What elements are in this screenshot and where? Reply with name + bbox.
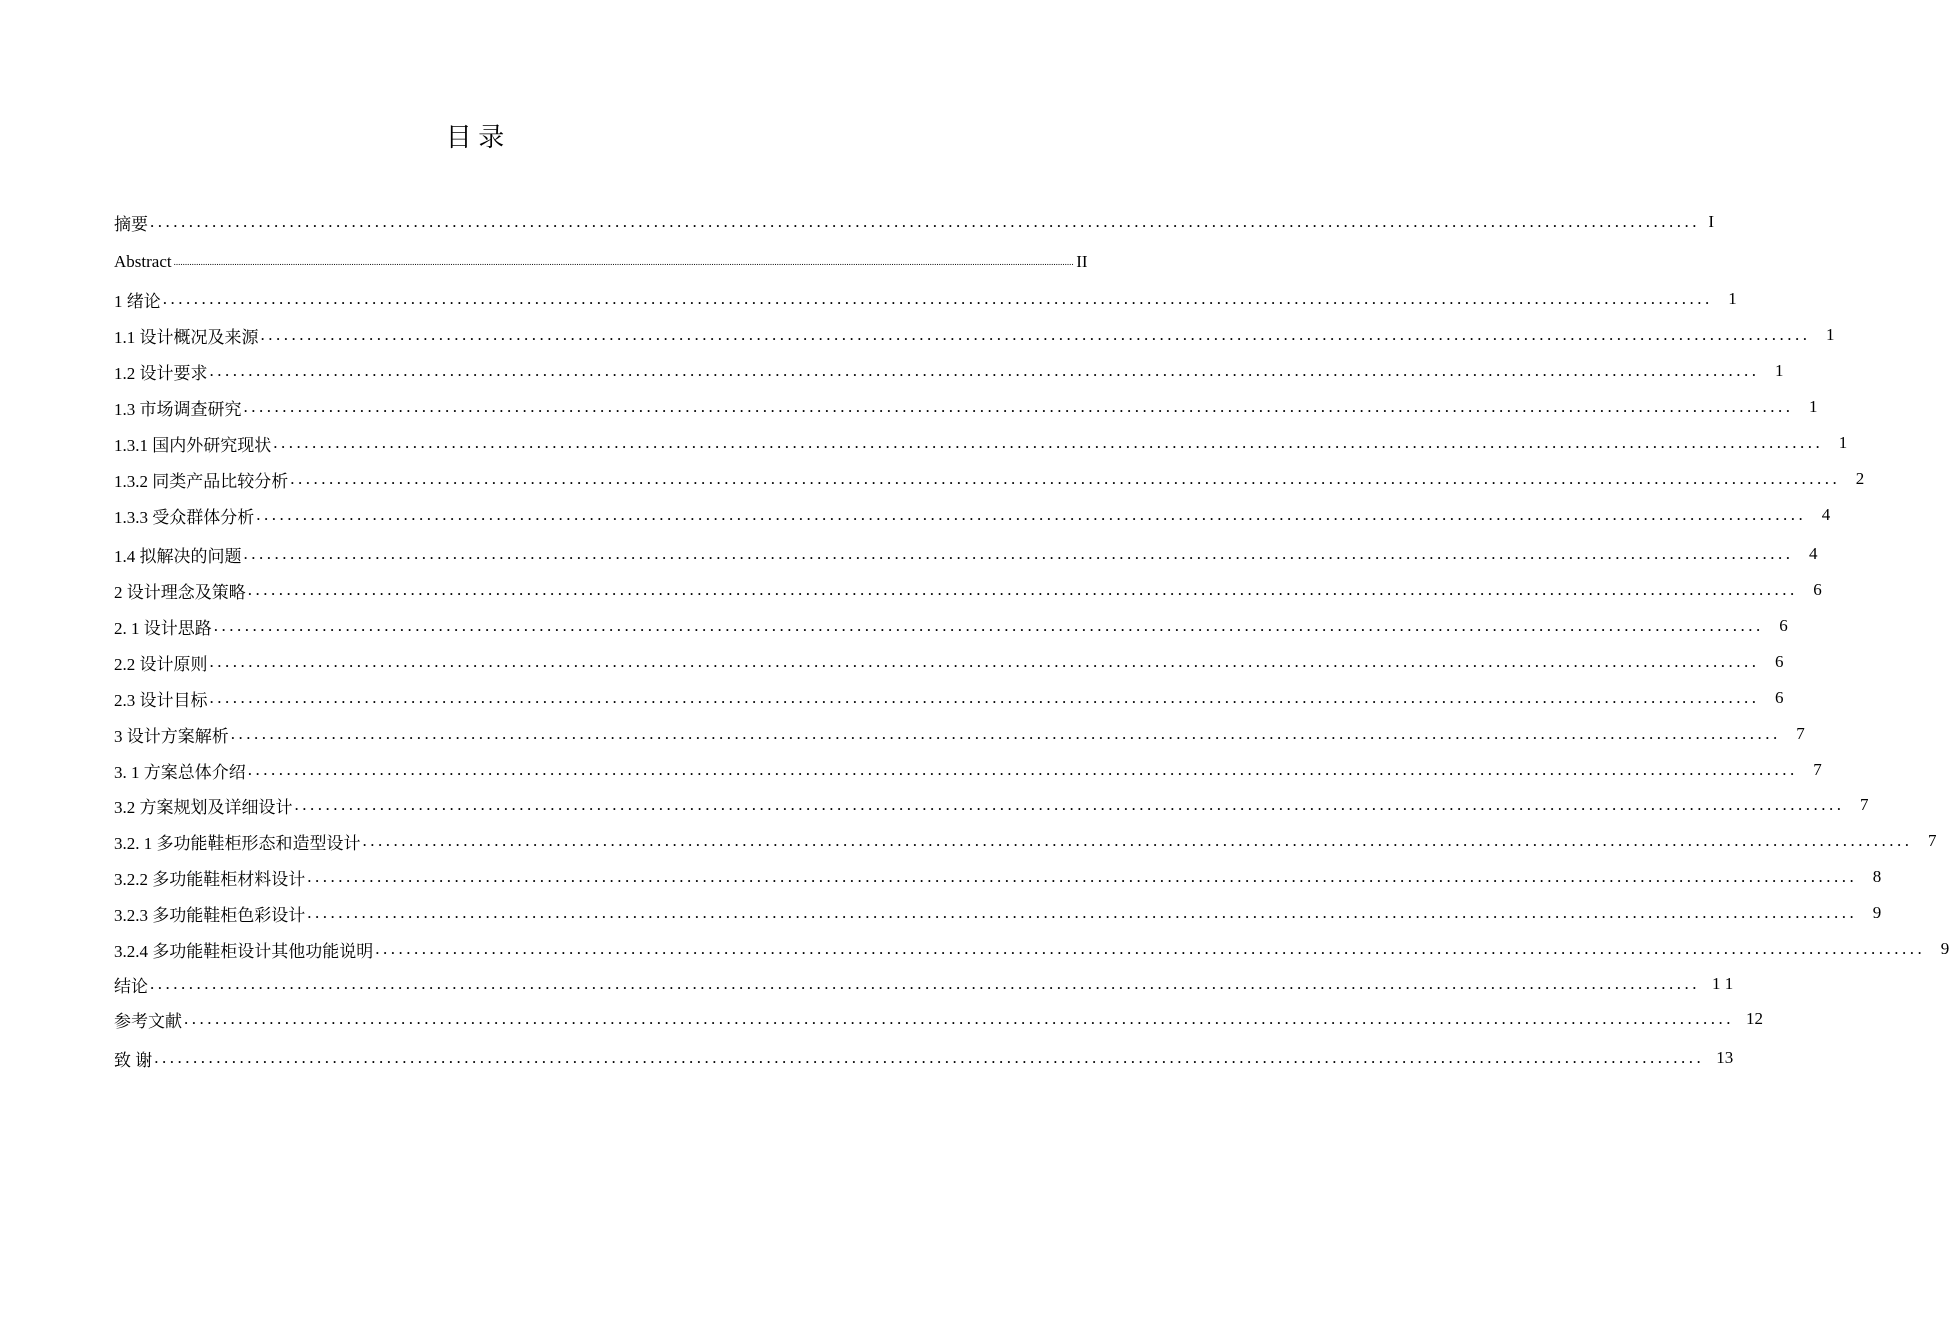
toc-entry-page-number: 6	[1775, 688, 1784, 707]
toc-entry-label: 3. 1 方案总体介绍	[114, 762, 246, 782]
toc-entry-page-number: 12	[1746, 1009, 1763, 1028]
toc-entry-label: 3.2 方案规划及详细设计	[114, 797, 293, 817]
toc-entry-page-number: 1	[1728, 289, 1737, 308]
toc-entry-label: 1.1 设计概况及来源	[114, 327, 259, 347]
toc-entry-page-number: 9	[1940, 939, 1949, 958]
toc-entry[interactable]	[114, 392, 1818, 422]
toc-entry-page-number: 1	[1826, 325, 1835, 344]
toc-dot-leader: ........................................................................................................................................................................................................	[154, 1048, 1705, 1067]
toc-entry-label: 1.3.3 受众群体分析	[114, 507, 255, 527]
toc-entry-label: 3.2.2 多功能鞋柜材料设计	[114, 869, 306, 889]
toc-entry-label: 1.3 市场调查研究	[114, 399, 242, 419]
toc-dot-leader: ........................................................................................................................................................................................................	[184, 1009, 1734, 1028]
toc-entry[interactable]	[114, 934, 1949, 964]
toc-entry[interactable]	[114, 755, 1822, 785]
toc-entry-label: 2 设计理念及策略	[114, 582, 246, 602]
toc-entry[interactable]	[114, 719, 1805, 749]
toc-entry-page-number: 6	[1775, 652, 1784, 671]
toc-entry[interactable]	[114, 1004, 1763, 1034]
toc-entry[interactable]	[114, 500, 1831, 530]
toc-entry-label: 参考文献	[114, 1011, 182, 1031]
toc-dot-leader: ........................................................................................................................................................................................................	[256, 505, 1807, 524]
toc-entry[interactable]	[114, 247, 1088, 277]
toc-entry[interactable]	[114, 1043, 1734, 1073]
toc-dot-leader: ........................................................................................................................................................................................................	[375, 939, 1926, 958]
toc-entry-label: 致 谢	[114, 1050, 153, 1070]
toc-dot-leader: ........................................................................................................................................................................................................	[209, 652, 1760, 671]
toc-entry[interactable]	[114, 790, 1869, 820]
toc-dot-leader: ........................................................................................................................................................................................................	[290, 469, 1841, 488]
toc-entry-label: 1 绪论	[114, 291, 161, 311]
toc-dot-leader: ........................................................................................................................................................................................................	[247, 580, 1798, 599]
toc-dot-leader: ........................................................................................................................................................................................................	[307, 867, 1858, 886]
toc-entry-page-number: 8	[1872, 867, 1882, 886]
toc-entry-page-number: 9	[1872, 903, 1882, 922]
toc-entry-label: 结论	[114, 976, 148, 996]
toc-dot-leader: ........................................................................................................................................................................................................	[362, 831, 1913, 850]
toc-entry-page-number: 6	[1779, 616, 1788, 635]
toc-entry[interactable]	[114, 575, 1822, 605]
toc-entry-page-number: 1	[1809, 397, 1818, 416]
toc-dot-leader: ........................................................................................................................................................................................................	[150, 974, 1700, 993]
toc-entry[interactable]	[114, 826, 1937, 856]
toc-dot-leader: ........................................................................................................................................................................................................	[243, 544, 1794, 563]
toc-entry-page-number: 4	[1821, 505, 1831, 524]
toc-entry[interactable]	[114, 284, 1737, 314]
toc-entry-label: 摘要	[114, 214, 148, 234]
toc-entry[interactable]	[114, 969, 1734, 999]
toc-entry-page-number: 2	[1855, 469, 1865, 488]
toc-entry-page-number: 7	[1796, 724, 1805, 743]
toc-dot-leader: ........................................................................................................................................................................................................	[162, 289, 1713, 308]
toc-entry[interactable]	[114, 539, 1818, 569]
toc-entry[interactable]	[114, 683, 1784, 713]
toc-dot-leader: ........................................................................................................................................................................................................	[150, 212, 1700, 231]
toc-entry[interactable]	[114, 320, 1835, 350]
toc-entry[interactable]	[114, 898, 1882, 928]
toc-entry-label: 1.4 拟解决的问题	[114, 546, 242, 566]
toc-entry-page-number: 7	[1928, 831, 1937, 850]
toc-dot-leader: ........................................................................................................................................................................................................	[209, 361, 1760, 380]
toc-dot-leader: ........................................................................................................................................................................................................	[230, 724, 1781, 743]
toc-entry[interactable]	[114, 207, 1714, 237]
toc-entry-page-number: 4	[1809, 544, 1818, 563]
toc-dot-leader: ........................................................................................................................................................................................................	[260, 325, 1811, 344]
toc-entry[interactable]	[114, 862, 1882, 892]
toc-dot-leader: ........................................................................................................................................................................................................	[307, 903, 1858, 922]
toc-dot-leader: ........................................................................................................................................................................................................	[247, 760, 1798, 779]
toc-entry-label: 2.2 设计原则	[114, 654, 208, 674]
toc-entry-label: 1.3.1 国内外研究现状	[114, 435, 272, 455]
toc-entry-label: 2. 1 设计思路	[114, 618, 212, 638]
toc-entry-page-number: 7	[1860, 795, 1869, 814]
toc-entry[interactable]	[114, 464, 1865, 494]
toc-entry-page-number: 7	[1813, 760, 1822, 779]
toc-entry-label: Abstract	[114, 252, 172, 271]
toc-dot-leader: ........................................................................................................................................................................................................	[273, 433, 1824, 452]
toc-entry-page-number: II	[1076, 252, 1088, 271]
toc-entry-label: 3.2.4 多功能鞋柜设计其他功能说明	[114, 941, 374, 961]
toc-entry[interactable]	[114, 356, 1784, 386]
toc-entry[interactable]	[114, 611, 1788, 641]
toc-entry-page-number: I	[1708, 212, 1714, 231]
toc-entry-page-number: 1 1	[1712, 974, 1734, 993]
toc-entry[interactable]	[114, 647, 1784, 677]
toc-dot-leader: ........................................................................................................................................................................................................	[209, 688, 1760, 707]
toc-entry-page-number: 13	[1716, 1048, 1734, 1067]
toc-dot-leader: ........................................................................................................................................................................................................	[243, 397, 1794, 416]
toc-entry-label: 3.2. 1 多功能鞋柜形态和造型设计	[114, 833, 361, 853]
toc-entry-label: 1.3.2 同类产品比较分析	[114, 471, 289, 491]
toc-entry-label: 2.3 设计目标	[114, 690, 208, 710]
toc-dot-leader: ................................................................................................................................................................................................................................................................................................................................................................................................................	[173, 257, 1074, 267]
toc-entry-page-number: 6	[1813, 580, 1822, 599]
toc-entry-label: 1.2 设计要求	[114, 363, 208, 383]
toc-entry-label: 3.2.3 多功能鞋柜色彩设计	[114, 905, 306, 925]
toc-dot-leader: ........................................................................................................................................................................................................	[213, 616, 1764, 635]
toc-dot-leader: ........................................................................................................................................................................................................	[294, 795, 1845, 814]
toc-entry[interactable]	[114, 428, 1848, 458]
toc-entry-page-number: 1	[1775, 361, 1784, 380]
toc-entry-label: 3 设计方案解析	[114, 726, 229, 746]
toc-entry-page-number: 1	[1838, 433, 1848, 452]
page-title: 目 录	[445, 123, 505, 152]
